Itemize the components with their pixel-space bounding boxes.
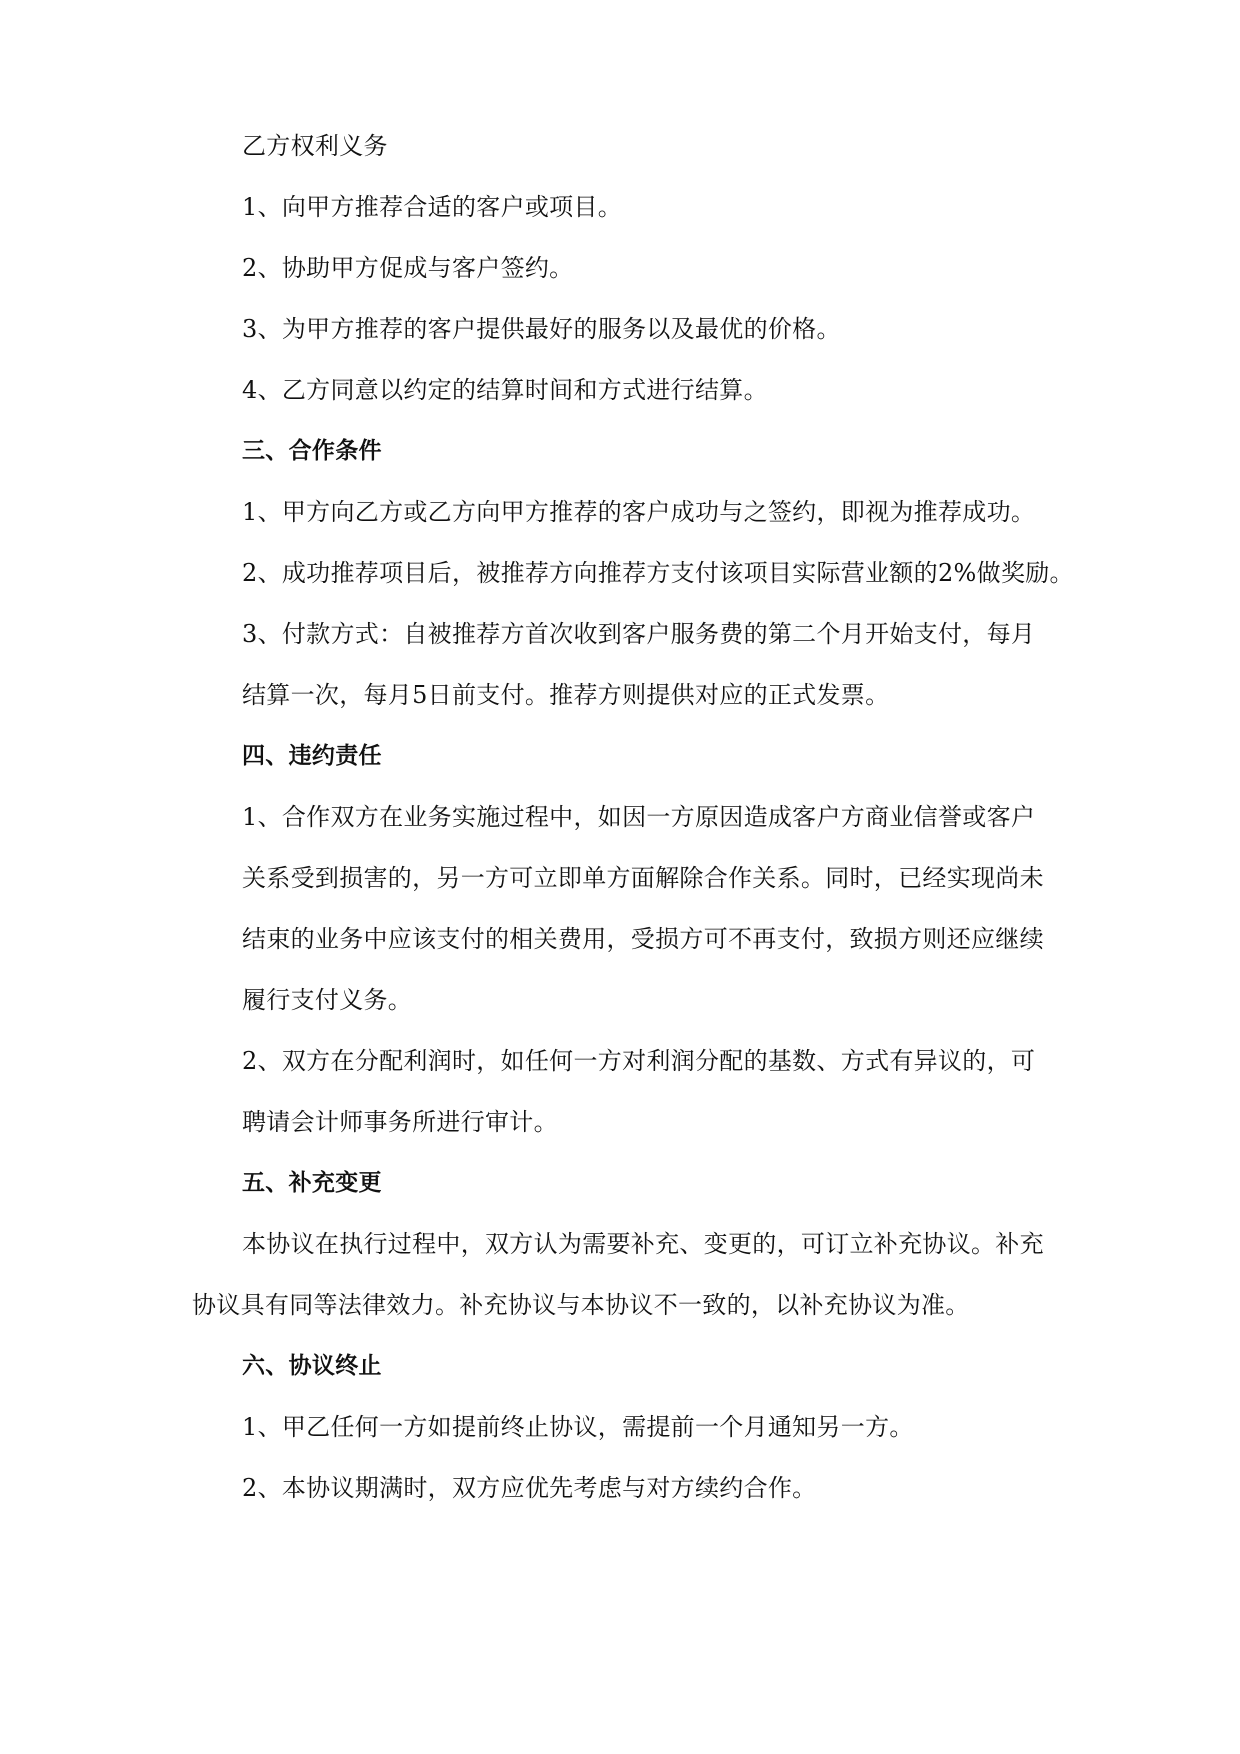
section-4-item-1-line-3: 结束的业务中应该支付的相关费用，受损方可不再支付，致损方则还应继续	[242, 925, 1044, 953]
section-3-item-3-line-2: 结算一次，每月5日前支付。推荐方则提供对应的正式发票。	[242, 681, 890, 709]
section-3-item-1: 1、甲方向乙方或乙方向甲方推荐的客户成功与之签约，即视为推荐成功。	[242, 498, 1036, 526]
section-4-heading: 四、违约责任	[242, 743, 382, 769]
section-3-item-3-line-1: 3、付款方式：自被推荐方首次收到客户服务费的第二个月开始支付，每月	[242, 620, 1036, 648]
section-4-item-2-line-1: 2、双方在分配利润时，如任何一方对利润分配的基数、方式有异议的，可	[242, 1047, 1036, 1075]
section-4-item-1-line-1: 1、合作双方在业务实施过程中，如因一方原因造成客户方商业信誉或客户	[242, 803, 1036, 831]
b-rights-item-1: 1、向甲方推荐合适的客户或项目。	[242, 193, 623, 221]
section-4-item-1-line-4: 履行支付义务。	[242, 986, 413, 1014]
section-5-para-line-2: 协议具有同等法律效力。补充协议与本协议不一致的，以补充协议为准。	[192, 1291, 970, 1319]
section-5-para-line-1: 本协议在执行过程中，双方认为需要补充、变更的，可订立补充协议。补充	[242, 1230, 1044, 1258]
section-4-item-2-line-2: 聘请会计师事务所进行审计。	[242, 1108, 558, 1136]
b-rights-item-2: 2、协助甲方促成与客户签约。	[242, 254, 574, 282]
section-title-b-rights: 乙方权利义务	[242, 132, 388, 160]
section-5-heading: 五、补充变更	[242, 1170, 382, 1196]
b-rights-item-4: 4、乙方同意以约定的结算时间和方式进行结算。	[242, 376, 768, 404]
b-rights-item-3: 3、为甲方推荐的客户提供最好的服务以及最优的价格。	[242, 315, 841, 343]
section-4-item-1-line-2: 关系受到损害的，另一方可立即单方面解除合作关系。同时，已经实现尚未	[242, 864, 1044, 892]
section-6-item-2: 2、本协议期满时，双方应优先考虑与对方续约合作。	[242, 1474, 817, 1502]
section-6-item-1: 1、甲乙任何一方如提前终止协议，需提前一个月通知另一方。	[242, 1413, 914, 1441]
section-3-item-2: 2、成功推荐项目后，被推荐方向推荐方支付该项目实际营业额的2%做奖励。	[242, 559, 1074, 587]
section-6-heading: 六、协议终止	[242, 1353, 382, 1379]
section-3-heading: 三、合作条件	[242, 438, 382, 464]
